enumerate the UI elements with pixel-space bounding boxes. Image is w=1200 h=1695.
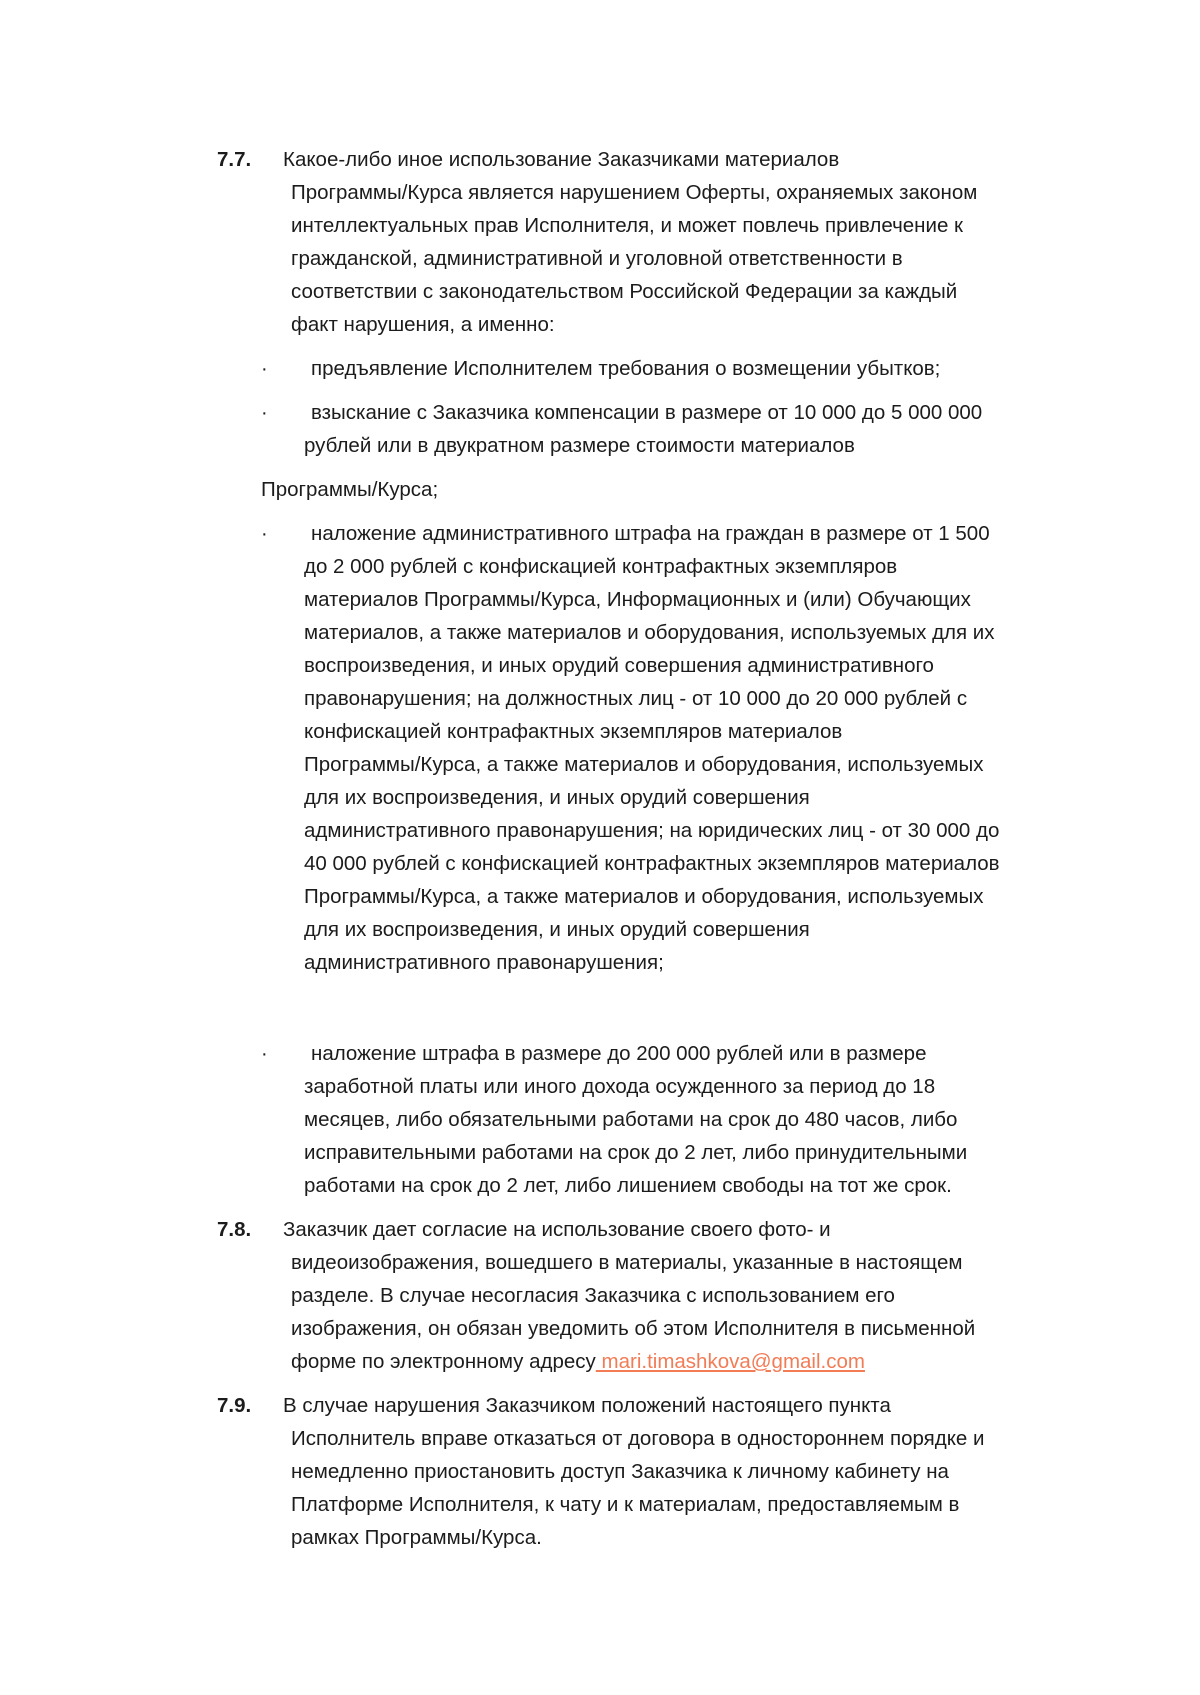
bullet-line: исправительными работами на срок до 2 лет, либо принудительными [304, 1141, 968, 1164]
bullet-line: административного правонарушения; на юридических лиц - от 30 000 до [304, 819, 1000, 842]
bullet-line: наложение штрафа в размере до 200 000 рублей или в размере [311, 1042, 927, 1065]
paragraph-line: Программы/Курса является нарушением Оферты, охраняемых законом [291, 181, 978, 204]
section-number: 7.9. [217, 1394, 252, 1417]
bullet-line: до 2 000 рублей с конфискацией контрафактных экземпляров [304, 555, 898, 578]
bullet-line: материалов, а также материалов и оборудования, используемых для их [304, 621, 995, 644]
bullet-line: материалов Программы/Курса, Информационных и (или) Обучающих [304, 588, 971, 611]
bullet-line: месяцев, либо обязательными работами на срок до 480 часов, либо [304, 1108, 958, 1131]
paragraph-line: немедленно приостановить доступ Заказчика к личному кабинету на [291, 1460, 949, 1483]
paragraph-line: Исполнитель вправе отказаться от договора в одностороннем порядке и [291, 1427, 985, 1450]
bullet-icon: · [261, 1043, 268, 1065]
paragraph-line: разделе. В случае несогласия Заказчика с использованием его [291, 1284, 895, 1307]
paragraph-line: видеоизображения, вошедшего в материалы, указанные в настоящем [291, 1251, 963, 1274]
email-link[interactable]: mari.timashkova@gmail.com [595, 1350, 865, 1373]
bullet-line: конфискацией контрафактных экземпляров материалов [304, 720, 843, 743]
bullet-line: 40 000 рублей с конфискацией контрафактных экземпляров материалов [304, 852, 1000, 875]
paragraph-line: факт нарушения, а именно: [291, 313, 555, 336]
bullet-line: для их воспроизведения, и иных орудий совершения [304, 786, 810, 809]
paragraph-line [291, 1350, 865, 1374]
bullet-icon: · [261, 402, 268, 424]
bullet-line: для их воспроизведения, и иных орудий совершения [304, 918, 810, 941]
paragraph-line: Какое-либо иное использование Заказчиками материалов [283, 148, 840, 171]
paragraph-line: соответствии с законодательством Российской Федерации за каждый [291, 280, 958, 303]
bullet-line: Программы/Курса, а также материалов и оборудования, используемых [304, 753, 984, 776]
paragraph-line: В случае нарушения Заказчиком положений настоящего пункта [283, 1394, 891, 1417]
bullet-line: работами на срок до 2 лет, либо лишением свободы на тот же срок. [304, 1174, 952, 1197]
bullet-line: административного правонарушения; [304, 951, 664, 974]
bullet-line: воспроизведения, и иных орудий совершения административного [304, 654, 934, 677]
bullet-line: наложение административного штрафа на граждан в размере от 1 500 [311, 522, 990, 545]
bullet-line: Программы/Курса, а также материалов и оборудования, используемых [304, 885, 984, 908]
paragraph-line: Платформе Исполнителя, к чату и к материалам, предоставляемым в [291, 1493, 960, 1516]
bullet-line: правонарушения; на должностных лиц - от 10 000 до 20 000 рублей с [304, 687, 968, 710]
section-number: 7.7. [217, 148, 252, 171]
paragraph-text: форме по электронному адресу [291, 1350, 596, 1373]
section-number: 7.8. [217, 1218, 252, 1241]
bullet-line: рублей или в двукратном размере стоимости материалов [304, 434, 855, 457]
paragraph-line: интеллектуальных прав Исполнителя, и может повлечь привлечение к [291, 214, 964, 237]
bullet-icon: · [261, 358, 268, 380]
bullet-trailing-line: Программы/Курса; [261, 478, 439, 501]
bullet-line: заработной платы или иного дохода осужденного за период до 18 [304, 1075, 936, 1098]
paragraph-line: рамках Программы/Курса. [291, 1526, 542, 1549]
bullet-line: взыскание с Заказчика компенсации в размере от 10 000 до 5 000 000 [311, 401, 983, 424]
paragraph-line: изображения, он обязан уведомить об этом Исполнителя в письменной [291, 1317, 976, 1340]
bullet-line: предъявление Исполнителем требования о возмещении убытков; [311, 357, 941, 380]
paragraph-line: Заказчик дает согласие на использование своего фото- и [283, 1218, 831, 1241]
paragraph-line: гражданской, административной и уголовной ответственности в [291, 247, 903, 270]
bullet-icon: · [261, 523, 268, 545]
